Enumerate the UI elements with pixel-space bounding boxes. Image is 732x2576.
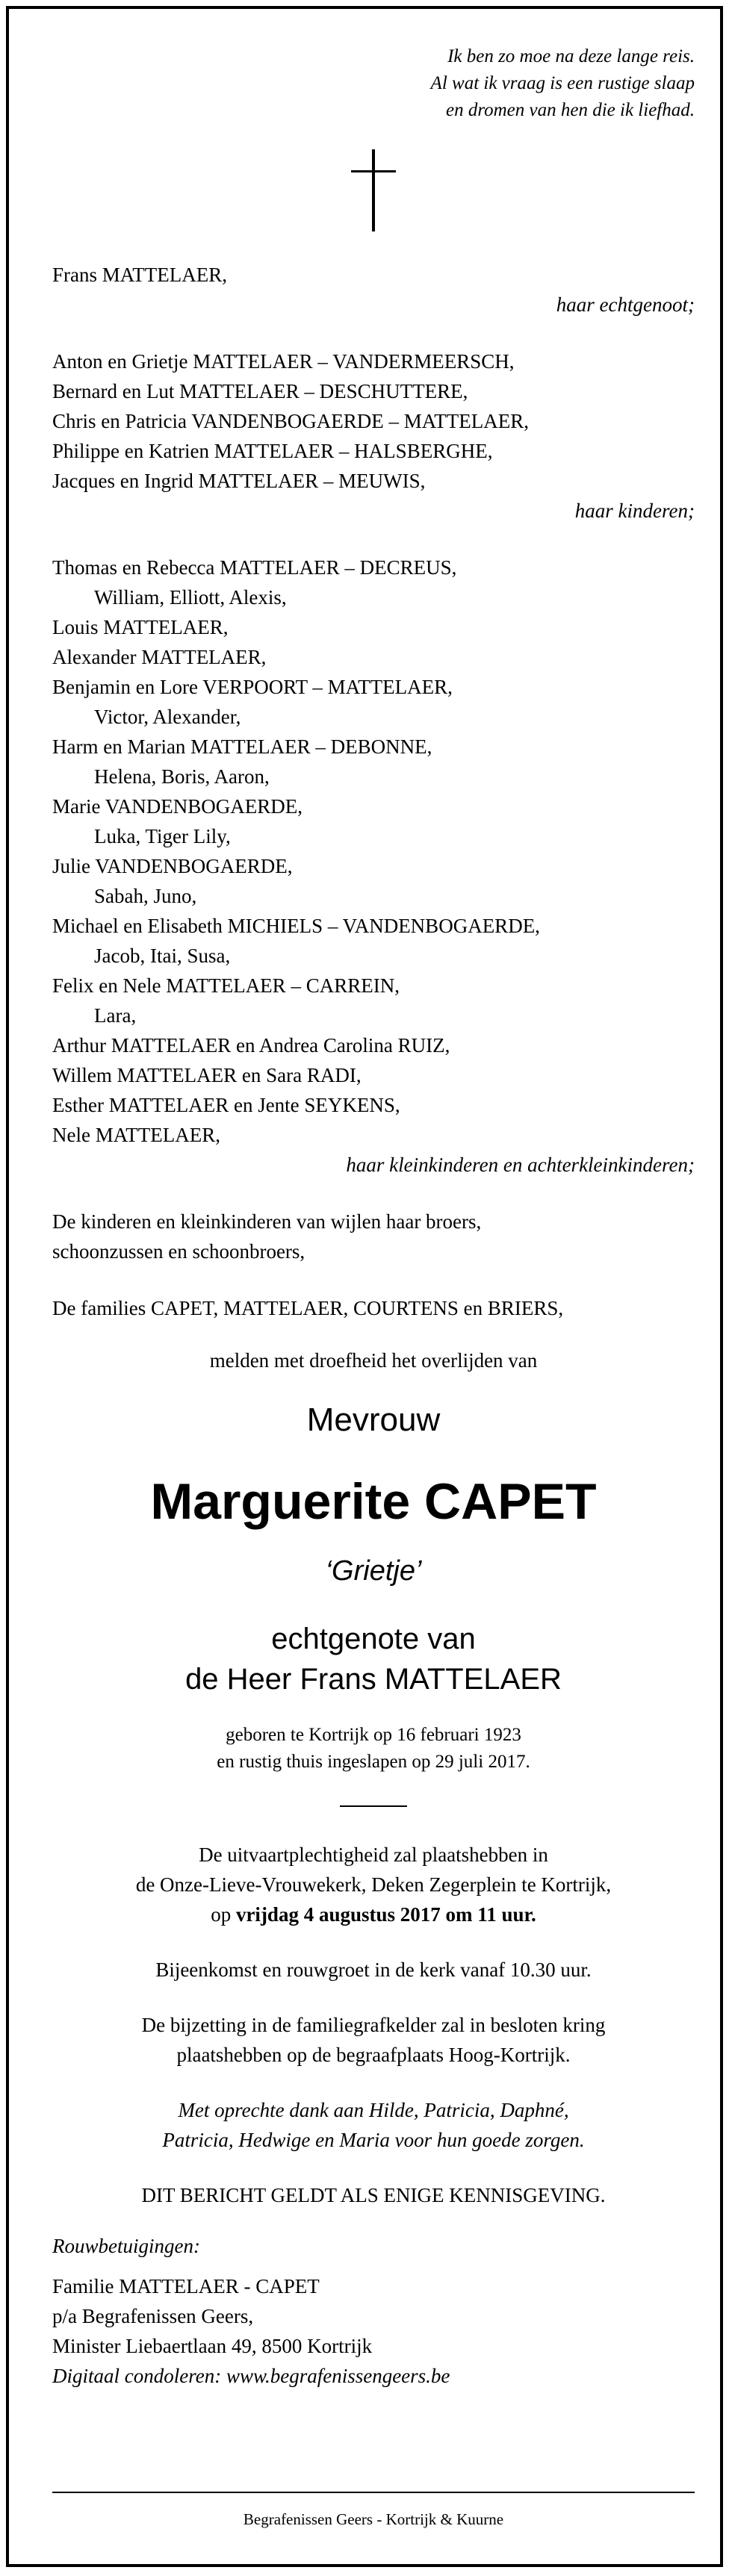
grandchild-line: Alexander MATTELAER, bbox=[52, 646, 267, 668]
burial-info bbox=[52, 2010, 695, 2070]
families-line: De families CAPET, MATTELAER, COURTENS en BRIERS, bbox=[52, 1297, 564, 1319]
grandchild-line: Thomas en Rebecca MATTELAER – DECREUS, bbox=[52, 556, 457, 579]
grandchild-line: Jacob, Itai, Susa, bbox=[94, 945, 231, 967]
grandchild-line: Esther MATTELAER en Jente SEYKENS, bbox=[52, 1094, 400, 1116]
grandchild-line: Lara, bbox=[94, 1004, 137, 1027]
life-dates bbox=[52, 1722, 695, 1776]
grandchild-line: Willem MATTELAER en Sara RADI, bbox=[52, 1064, 362, 1086]
thanks-line: Patricia, Hedwige en Maria voor hun goede zorgen. bbox=[162, 2129, 585, 2151]
address-line: Minister Liebaertlaan 49, 8500 Kortrijk bbox=[52, 2335, 373, 2357]
funeral-date: vrijdag 4 augustus 2017 om 11 uur. bbox=[235, 1903, 536, 1926]
grandchild-line: Arthur MATTELAER en Andrea Carolina RUIZ, bbox=[52, 1034, 450, 1057]
divider bbox=[340, 1805, 407, 1807]
children-section bbox=[52, 346, 695, 526]
thanks bbox=[52, 2095, 695, 2155]
spouse-section bbox=[52, 260, 695, 320]
poem-line: en dromen van hen die ik liefhad. bbox=[445, 100, 695, 120]
online-condolences: Digitaal condoleren: www.begrafenissengeers.be bbox=[52, 2365, 450, 2387]
deceased-name: Marguerite CAPET bbox=[150, 1473, 597, 1530]
burial-line: plaatshebben op de begraafplaats Hoog-Kortrijk. bbox=[176, 2044, 571, 2066]
spouse-of-line: de Heer Frans MATTELAER bbox=[185, 1663, 562, 1696]
children-role: haar kinderen; bbox=[574, 500, 695, 522]
child-name: Chris en Patricia VANDENBOGAERDE – MATTELAER, bbox=[52, 410, 529, 432]
funeral-info bbox=[52, 1840, 695, 1929]
grandchild-line: Harm en Marian MATTELAER – DEBONNE, bbox=[52, 735, 432, 758]
grandchild-line: Marie VANDENBOGAERDE, bbox=[52, 795, 303, 818]
announcement: melden met droefheid het overlijden van bbox=[209, 1349, 538, 1372]
obituary-card bbox=[6, 6, 723, 2567]
grandchild-line: Sabah, Juno, bbox=[94, 885, 197, 907]
funeral-date-prefix: op bbox=[211, 1903, 236, 1926]
spouse-role: haar echtgenoot; bbox=[556, 293, 695, 316]
poem bbox=[52, 43, 695, 124]
footer: Begrafenissen Geers - Kortrijk & Kuurne bbox=[243, 2510, 504, 2528]
child-name: Philippe en Katrien MATTELAER – HALSBERGHE, bbox=[52, 440, 493, 462]
burial-line: De bijzetting in de familiegrafkelder zal in besloten kring bbox=[141, 2014, 606, 2036]
grandchild-line: Luka, Tiger Lily, bbox=[94, 825, 231, 847]
grandchild-line: Felix en Nele MATTELAER – CARREIN, bbox=[52, 974, 400, 997]
grandchild-line: Helena, Boris, Aaron, bbox=[94, 765, 270, 788]
condolences-heading: Rouwbetuigingen: bbox=[52, 2235, 200, 2257]
grandchild-line: Benjamin en Lore VERPOORT – MATTELAER, bbox=[52, 676, 453, 698]
obituary-content bbox=[52, 43, 695, 2391]
birth-line: geboren te Kortrijk op 16 februari 1923 bbox=[226, 1725, 521, 1745]
grandchild-line: Julie VANDENBOGAERDE, bbox=[52, 855, 293, 877]
grandchild-line: Michael en Elisabeth MICHIELS – VANDENBOGAERDE, bbox=[52, 915, 540, 937]
child-name: Bernard en Lut MATTELAER – DESCHUTTERE, bbox=[52, 380, 468, 402]
siblings-section bbox=[52, 1207, 695, 1266]
spouse-of bbox=[52, 1619, 695, 1699]
poem-line: Ik ben zo moe na deze lange reis. bbox=[447, 46, 695, 66]
grandchildren-section bbox=[52, 553, 695, 1180]
cross-icon bbox=[351, 149, 396, 231]
condolences bbox=[52, 2231, 695, 2391]
grandchild-line: Nele MATTELAER, bbox=[52, 1124, 220, 1146]
thanks-line: Met oprechte dank aan Hilde, Patricia, Daphné, bbox=[178, 2099, 569, 2121]
footer-rule bbox=[52, 2492, 695, 2493]
death-line: en rustig thuis ingeslapen op 29 juli 2017. bbox=[217, 1752, 530, 1772]
grandchildren-role: haar kleinkinderen en achterkleinkinderen; bbox=[346, 1154, 695, 1176]
grandchild-line: Louis MATTELAER, bbox=[52, 616, 229, 638]
funeral-line: de Onze-Lieve-Vrouwekerk, Deken Zegerplein te Kortrijk, bbox=[135, 1873, 612, 1896]
siblings-line: De kinderen en kleinkinderen van wijlen haar broers, bbox=[52, 1210, 482, 1233]
address-line: Familie MATTELAER - CAPET bbox=[52, 2275, 320, 2297]
funeral-line bbox=[52, 1900, 695, 1929]
nickname: ‘Grietje’ bbox=[325, 1555, 422, 1587]
grandchild-line: William, Elliott, Alexis, bbox=[94, 586, 287, 609]
child-name: Anton en Grietje MATTELAER – VANDERMEERSCH, bbox=[52, 350, 515, 373]
spouse-name: Frans MATTELAER, bbox=[52, 264, 227, 286]
spouse-of-line: echtgenote van bbox=[271, 1623, 476, 1655]
grandchild-line: Victor, Alexander, bbox=[94, 706, 241, 728]
poem-line: Al wat ik vraag is een rustige slaap bbox=[430, 73, 695, 93]
notice: DIT BERICHT GELDT ALS ENIGE KENNISGEVING. bbox=[141, 2184, 606, 2206]
child-name: Jacques en Ingrid MATTELAER – MEUWIS, bbox=[52, 470, 426, 492]
honorific: Mevrouw bbox=[306, 1401, 441, 1438]
funeral-line: De uitvaartplechtigheid zal plaatshebben in bbox=[199, 1844, 548, 1866]
siblings-line: schoonzussen en schoonbroers, bbox=[52, 1240, 305, 1263]
address-line: p/a Begrafenissen Geers, bbox=[52, 2305, 254, 2327]
gathering-info: Bijeenkomst en rouwgroet in de kerk vanaf 10.30 uur. bbox=[155, 1959, 592, 1981]
